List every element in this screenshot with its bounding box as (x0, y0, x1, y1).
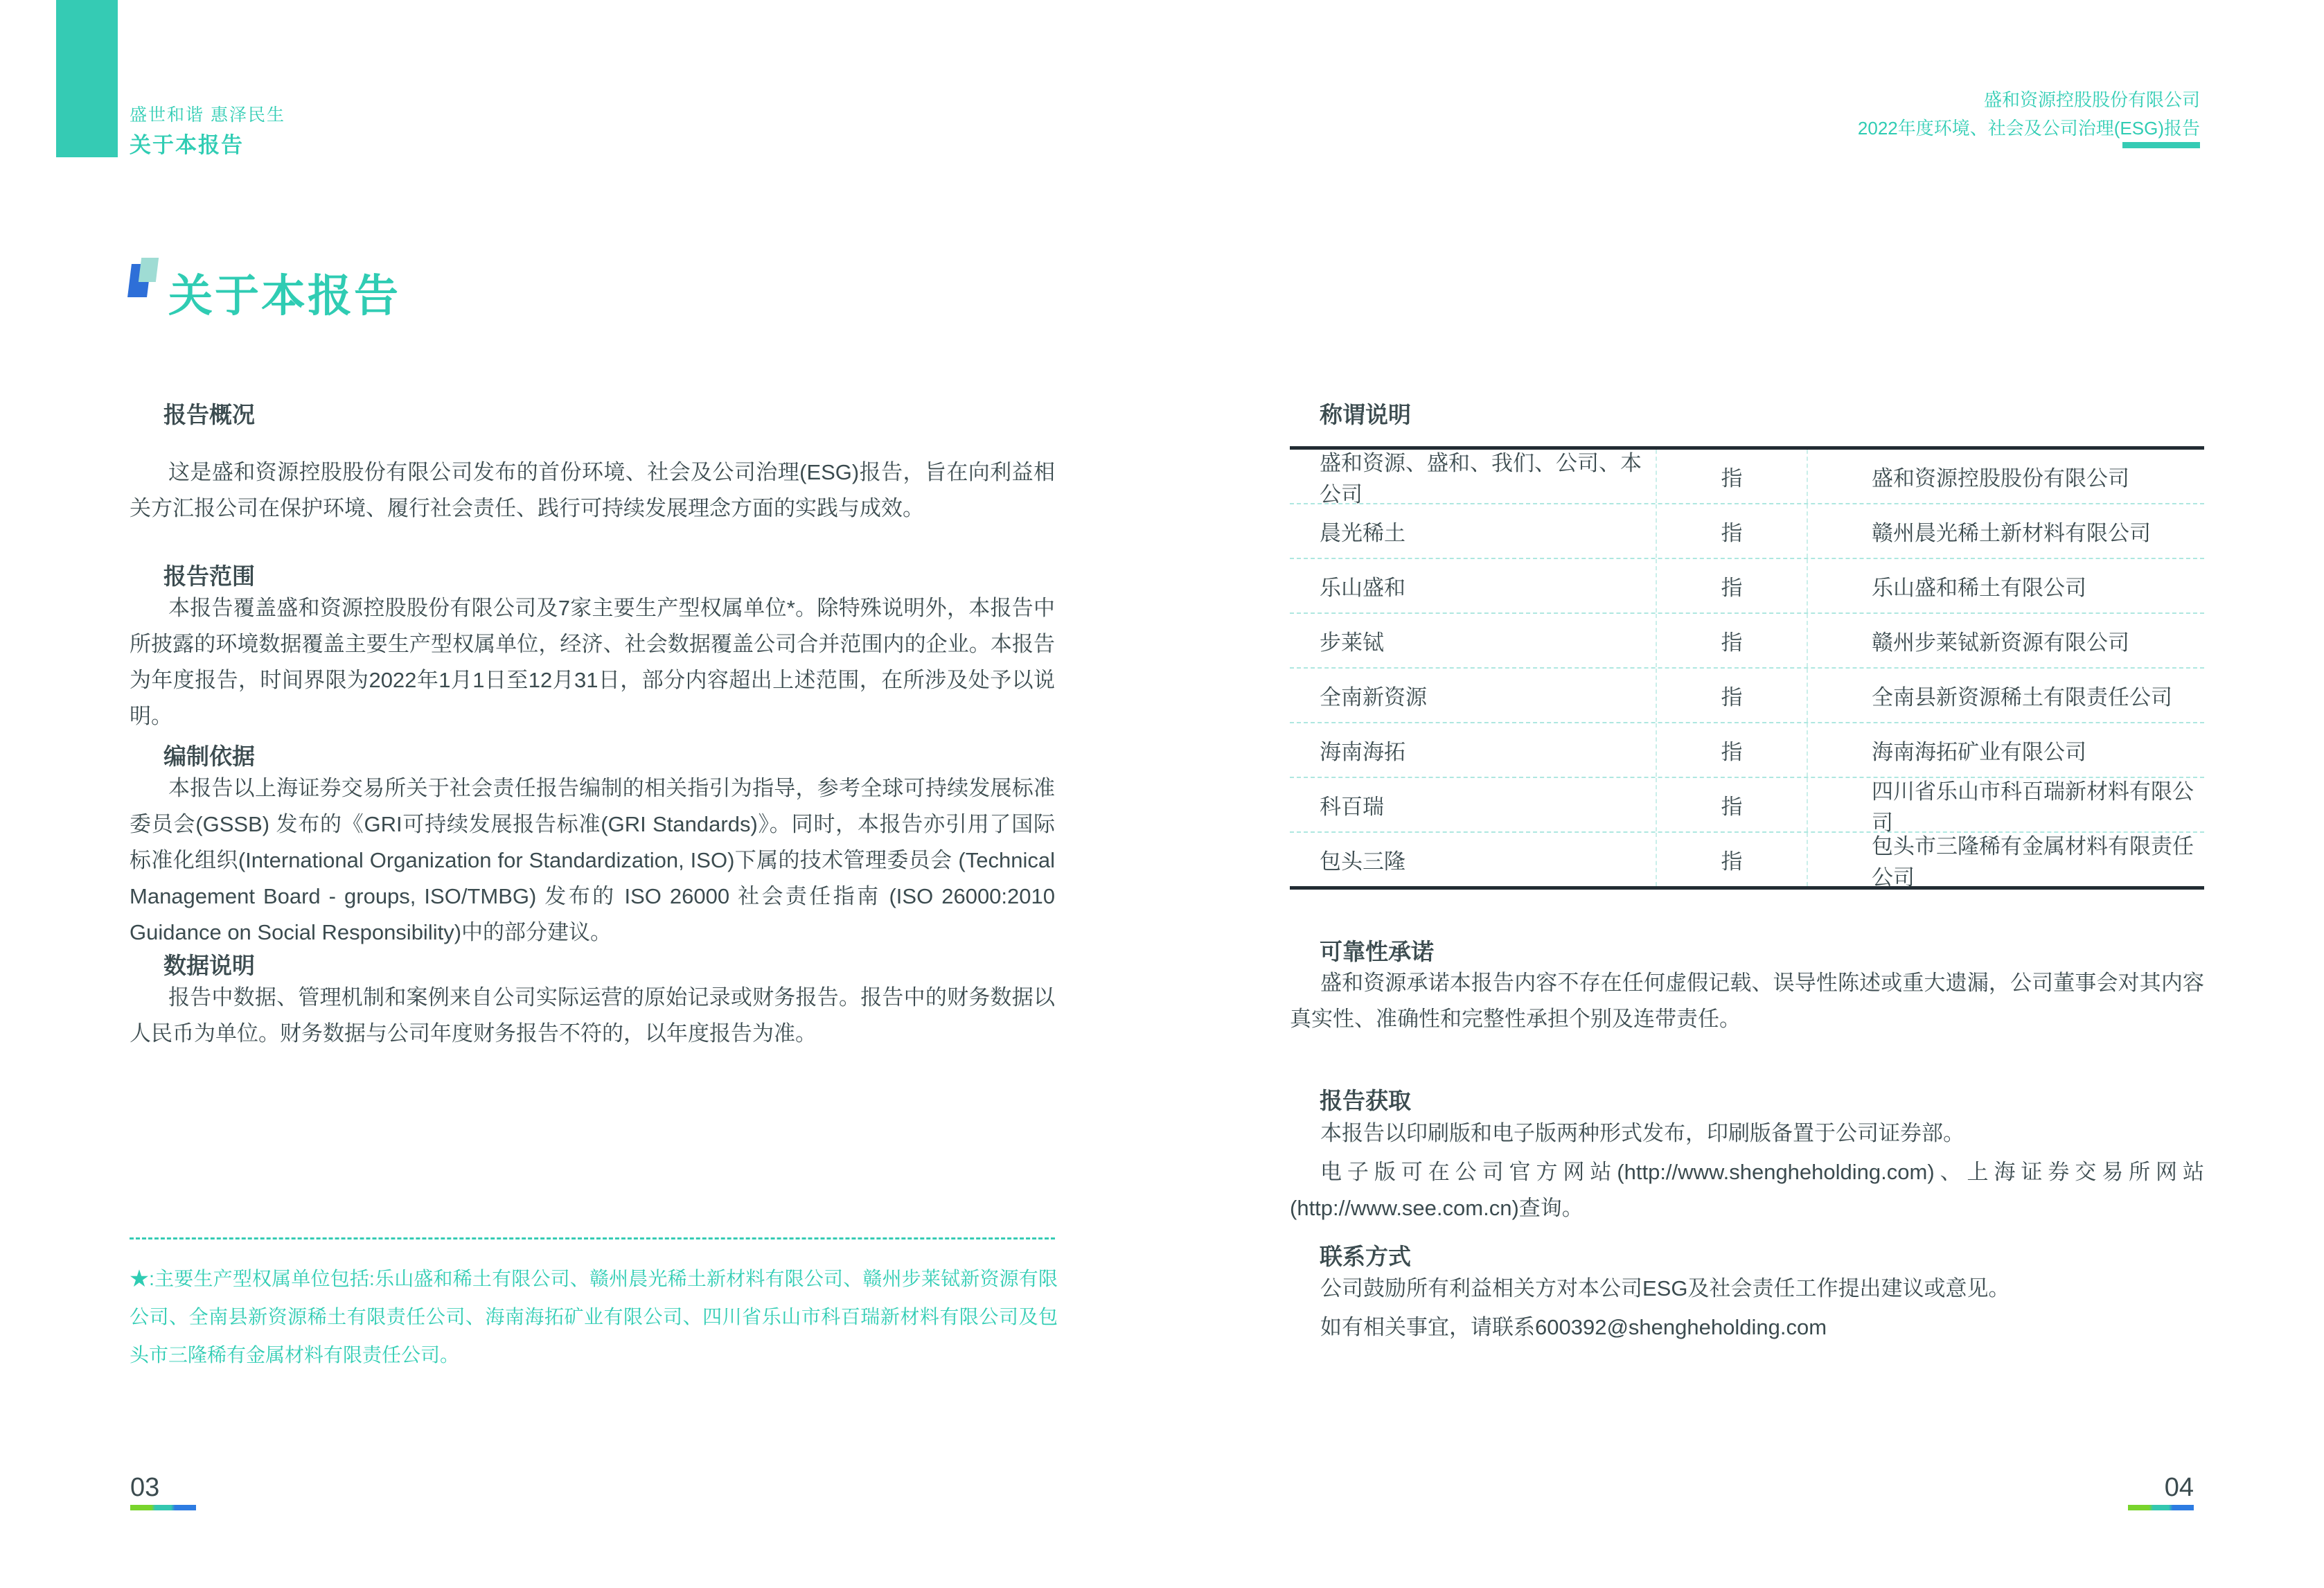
section-heading-preparation-basis: 编制依据 (163, 743, 255, 769)
glossary-full-name: 全南县新资源稀土有限责任公司 (1872, 685, 2172, 709)
glossary-connector: 指 (1656, 833, 1808, 886)
section-heading-report-access: 报告获取 (1320, 1088, 1411, 1113)
section-heading-report-overview: 报告概况 (163, 402, 255, 427)
glossary-connector: 指 (1656, 614, 1808, 667)
section-heading-data-note: 数据说明 (163, 953, 255, 978)
glossary-term: 步莱铽 (1320, 630, 1384, 655)
header-company-name: 盛和资源控股股份有限公司 (1983, 89, 2200, 110)
glossary-connector: 指 (1656, 450, 1808, 503)
header-section-title: 关于本报告 (130, 133, 244, 157)
glossary-full-name: 四川省乐山市科百瑞新材料有限公司 (1872, 779, 2194, 835)
page-title: 关于本报告 (168, 271, 400, 321)
glossary-term: 盛和资源、盛和、我们、公司、本公司 (1320, 450, 1642, 506)
table-row (1290, 450, 2204, 504)
table-row (1290, 559, 2204, 614)
glossary-full-name: 盛和资源控股股份有限公司 (1872, 466, 2129, 491)
page-number-left: 03 (130, 1473, 160, 1502)
glossary-term: 晨光稀土 (1320, 521, 1405, 545)
glossary-full-name: 赣州步莱铽新资源有限公司 (1872, 630, 2129, 655)
section-heading-contact: 联系方式 (1320, 1244, 1411, 1269)
glossary-full-name: 赣州晨光稀土新材料有限公司 (1872, 521, 2151, 545)
glossary-connector: 指 (1656, 778, 1808, 831)
glossary-connector: 指 (1656, 504, 1808, 558)
section-body-reliability: 盛和资源承诺本报告内容不存在任何虚假记载、误导性陈述或重大遗漏，公司董事会对其内容真实性、准确性和完整性承担个别及连带责任。 (1290, 971, 2204, 1031)
glossary-connector: 指 (1656, 723, 1808, 777)
table-row (1290, 778, 2204, 833)
footnote-divider (130, 1237, 1055, 1239)
glossary-full-name: 乐山盛和稀土有限公司 (1872, 576, 2086, 600)
chapter-marker-icon (128, 258, 163, 302)
page-number-right-bar (2128, 1505, 2194, 1510)
glossary-table (1290, 446, 2204, 890)
section-heading-reliability: 可靠性承诺 (1320, 939, 1434, 964)
glossary-connector: 指 (1656, 559, 1808, 612)
glossary-term: 包头三隆 (1320, 849, 1405, 874)
header-slogan: 盛世和谐 惠泽民生 (130, 105, 285, 125)
glossary-full-name: 海南海拓矿业有限公司 (1872, 740, 2086, 764)
glossary-term: 海南海拓 (1320, 740, 1405, 764)
footnote-text: ★:主要生产型权属单位包括:乐山盛和稀土有限公司、赣州晨光稀土新材料有限公司、赣州步莱铽新资源有限公司、全南县新资源稀土有限责任公司、海南海拓矿业有限公司、四川省乐山市科百瑞新材料有限公司及包头市三隆稀有金属材料有限责任公司。 (130, 1268, 1058, 1366)
glossary-full-name: 包头市三隆稀有金属材料有限责任公司 (1872, 833, 2194, 890)
chapter-marker-icon-teal-shape (139, 258, 159, 282)
table-row (1290, 723, 2204, 778)
glossary-term: 科百瑞 (1320, 795, 1384, 819)
section-body-contact-line2: 如有相关事宜，请联系600392@shengheholding.com (1320, 1315, 1827, 1339)
glossary-connector: 指 (1656, 669, 1808, 722)
glossary-term: 乐山盛和 (1320, 576, 1405, 600)
section-body-preparation-basis: 本报告以上海证券交易所关于社会责任报告编制的相关指引为指导，参考全球可持续发展标准委员会(GSSB) 发布的《GRI可持续发展报告标准(GRI Standards)》。同时，本报告亦引用了国际标准化组织(International Organization for Standardization, ISO)下属的技术管理委员会 (Technical Management Board - groups, ISO/TMBG) 发布的 ISO 26000 社会责任指南 (ISO 26000:2010 Guidance on Social Responsibility)中的部分建议。 (130, 776, 1055, 944)
section-body-report-scope: 本报告覆盖盛和资源控股股份有限公司及7家主要生产型权属单位*。除特殊说明外，本报告中所披露的环境数据覆盖主要生产型权属单位，经济、社会数据覆盖公司合并范围内的企业。本报告为年度报告，时间界限为2022年1月1日至12月31日，部分内容超出上述范围，在所涉及处予以说明。 (130, 596, 1055, 728)
table-row (1290, 833, 2204, 890)
section-body-report-access-line1: 本报告以印刷版和电子版两种形式发布，印刷版备置于公司证券部。 (1320, 1121, 1964, 1145)
table-row (1290, 669, 2204, 723)
section-heading-glossary: 称谓说明 (1320, 402, 1411, 427)
table-row (1290, 504, 2204, 559)
header-underline-bar (2122, 142, 2200, 148)
page-number-left-bar (130, 1505, 196, 1510)
table-row (1290, 614, 2204, 669)
header-accent-bar (56, 0, 118, 157)
section-body-report-access-line2: 电子版可在公司官方网站(http://www.shengheholding.com)、上海证券交易所网站(http://www.see.com.cn)查询。 (1290, 1160, 2204, 1220)
section-body-contact-line1: 公司鼓励所有利益相关方对本公司ESG及社会责任工作提出建议或意见。 (1320, 1276, 2010, 1300)
section-body-report-overview: 这是盛和资源控股股份有限公司发布的首份环境、社会及公司治理(ESG)报告，旨在向利益相关方汇报公司在保护环境、履行社会责任、践行可持续发展理念方面的实践与成效。 (130, 460, 1055, 520)
page-number-right: 04 (2164, 1473, 2194, 1502)
glossary-term: 全南新资源 (1320, 685, 1427, 709)
section-heading-report-scope: 报告范围 (163, 563, 255, 589)
header-report-name: 2022年度环境、社会及公司治理(ESG)报告 (1857, 118, 2200, 139)
section-body-data-note: 报告中数据、管理机制和案例来自公司实际运营的原始记录或财务报告。报告中的财务数据以人民币为单位。财务数据与公司年度财务报告不符的，以年度报告为准。 (130, 985, 1055, 1046)
